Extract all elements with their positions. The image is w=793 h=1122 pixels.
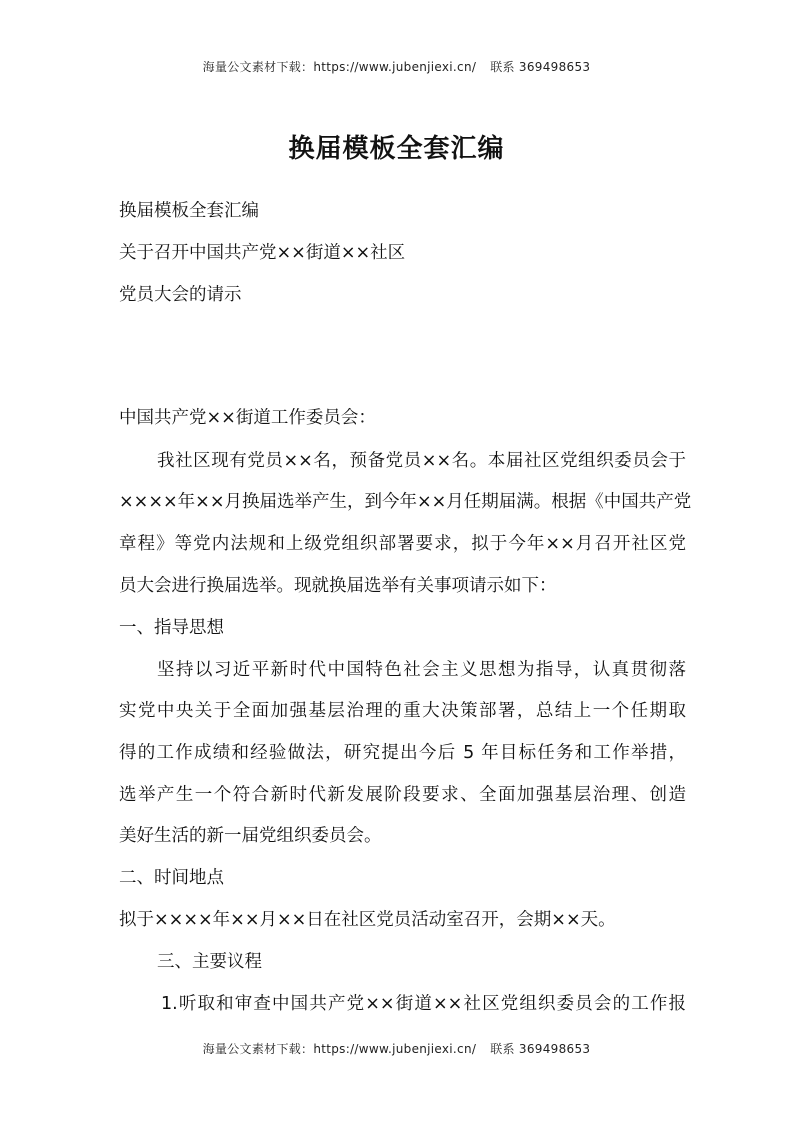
page-footer	[0, 1040, 793, 1057]
intro-line-1: 我社区现有党员××名，预备党员××名。本届社区党组织委员会于	[157, 451, 686, 471]
footer-download-label: 海量公文素材下载：https://www.jubenjiexi.cn/	[202, 1042, 477, 1056]
section-1-line-3: 得的工作成绩和经验做法，研究提出今后 5 年目标任务和工作举措，	[119, 743, 686, 763]
request-title-line-2: 党员大会的请示	[119, 285, 242, 305]
agenda-item-1: 1.听取和审查中国共产党××街道××社区党组织委员会的工作报	[161, 994, 686, 1014]
section-2-text: 拟于××××年××月××日在社区党员活动室召开，会期××天。	[119, 910, 616, 930]
request-title-line-1: 关于召开中国共产党××街道××社区	[119, 243, 406, 263]
section-1-line-5: 美好生活的新一届党组织委员会。	[119, 826, 382, 846]
section-3-heading: 三、主要议程	[157, 952, 262, 972]
document-title: 换届模板全套汇编	[288, 134, 505, 164]
section-2-heading: 二、时间地点	[119, 868, 224, 888]
footer-contact: 联系 369498653	[490, 1042, 591, 1056]
section-1-line-2: 实党中央关于全面加强基层治理的重大决策部署，总结上一个任期取	[119, 701, 686, 721]
header-download-label: 海量公文素材下载：https://www.jubenjiexi.cn/	[202, 60, 477, 74]
document-subtitle: 换届模板全套汇编	[119, 201, 259, 221]
page-header	[0, 58, 793, 75]
header-contact: 联系 369498653	[490, 60, 591, 74]
salutation: 中国共产党××街道工作委员会：	[119, 408, 376, 428]
section-1-line-1: 坚持以习近平新时代中国特色社会主义思想为指导，认真贯彻落	[157, 660, 686, 680]
intro-line-4: 员大会进行换届选举。现就换届选举有关事项请示如下：	[119, 576, 557, 596]
intro-line-3: 章程》等党内法规和上级党组织部署要求，拟于今年××月召开社区党	[119, 534, 686, 554]
section-1-heading: 一、指导思想	[119, 618, 224, 638]
intro-line-2: ××××年××月换届选举产生，到今年××月任期届满。根据《中国共产党	[119, 492, 692, 512]
section-1-line-4: 选举产生一个符合新时代新发展阶段要求、全面加强基层治理、创造	[119, 785, 686, 805]
